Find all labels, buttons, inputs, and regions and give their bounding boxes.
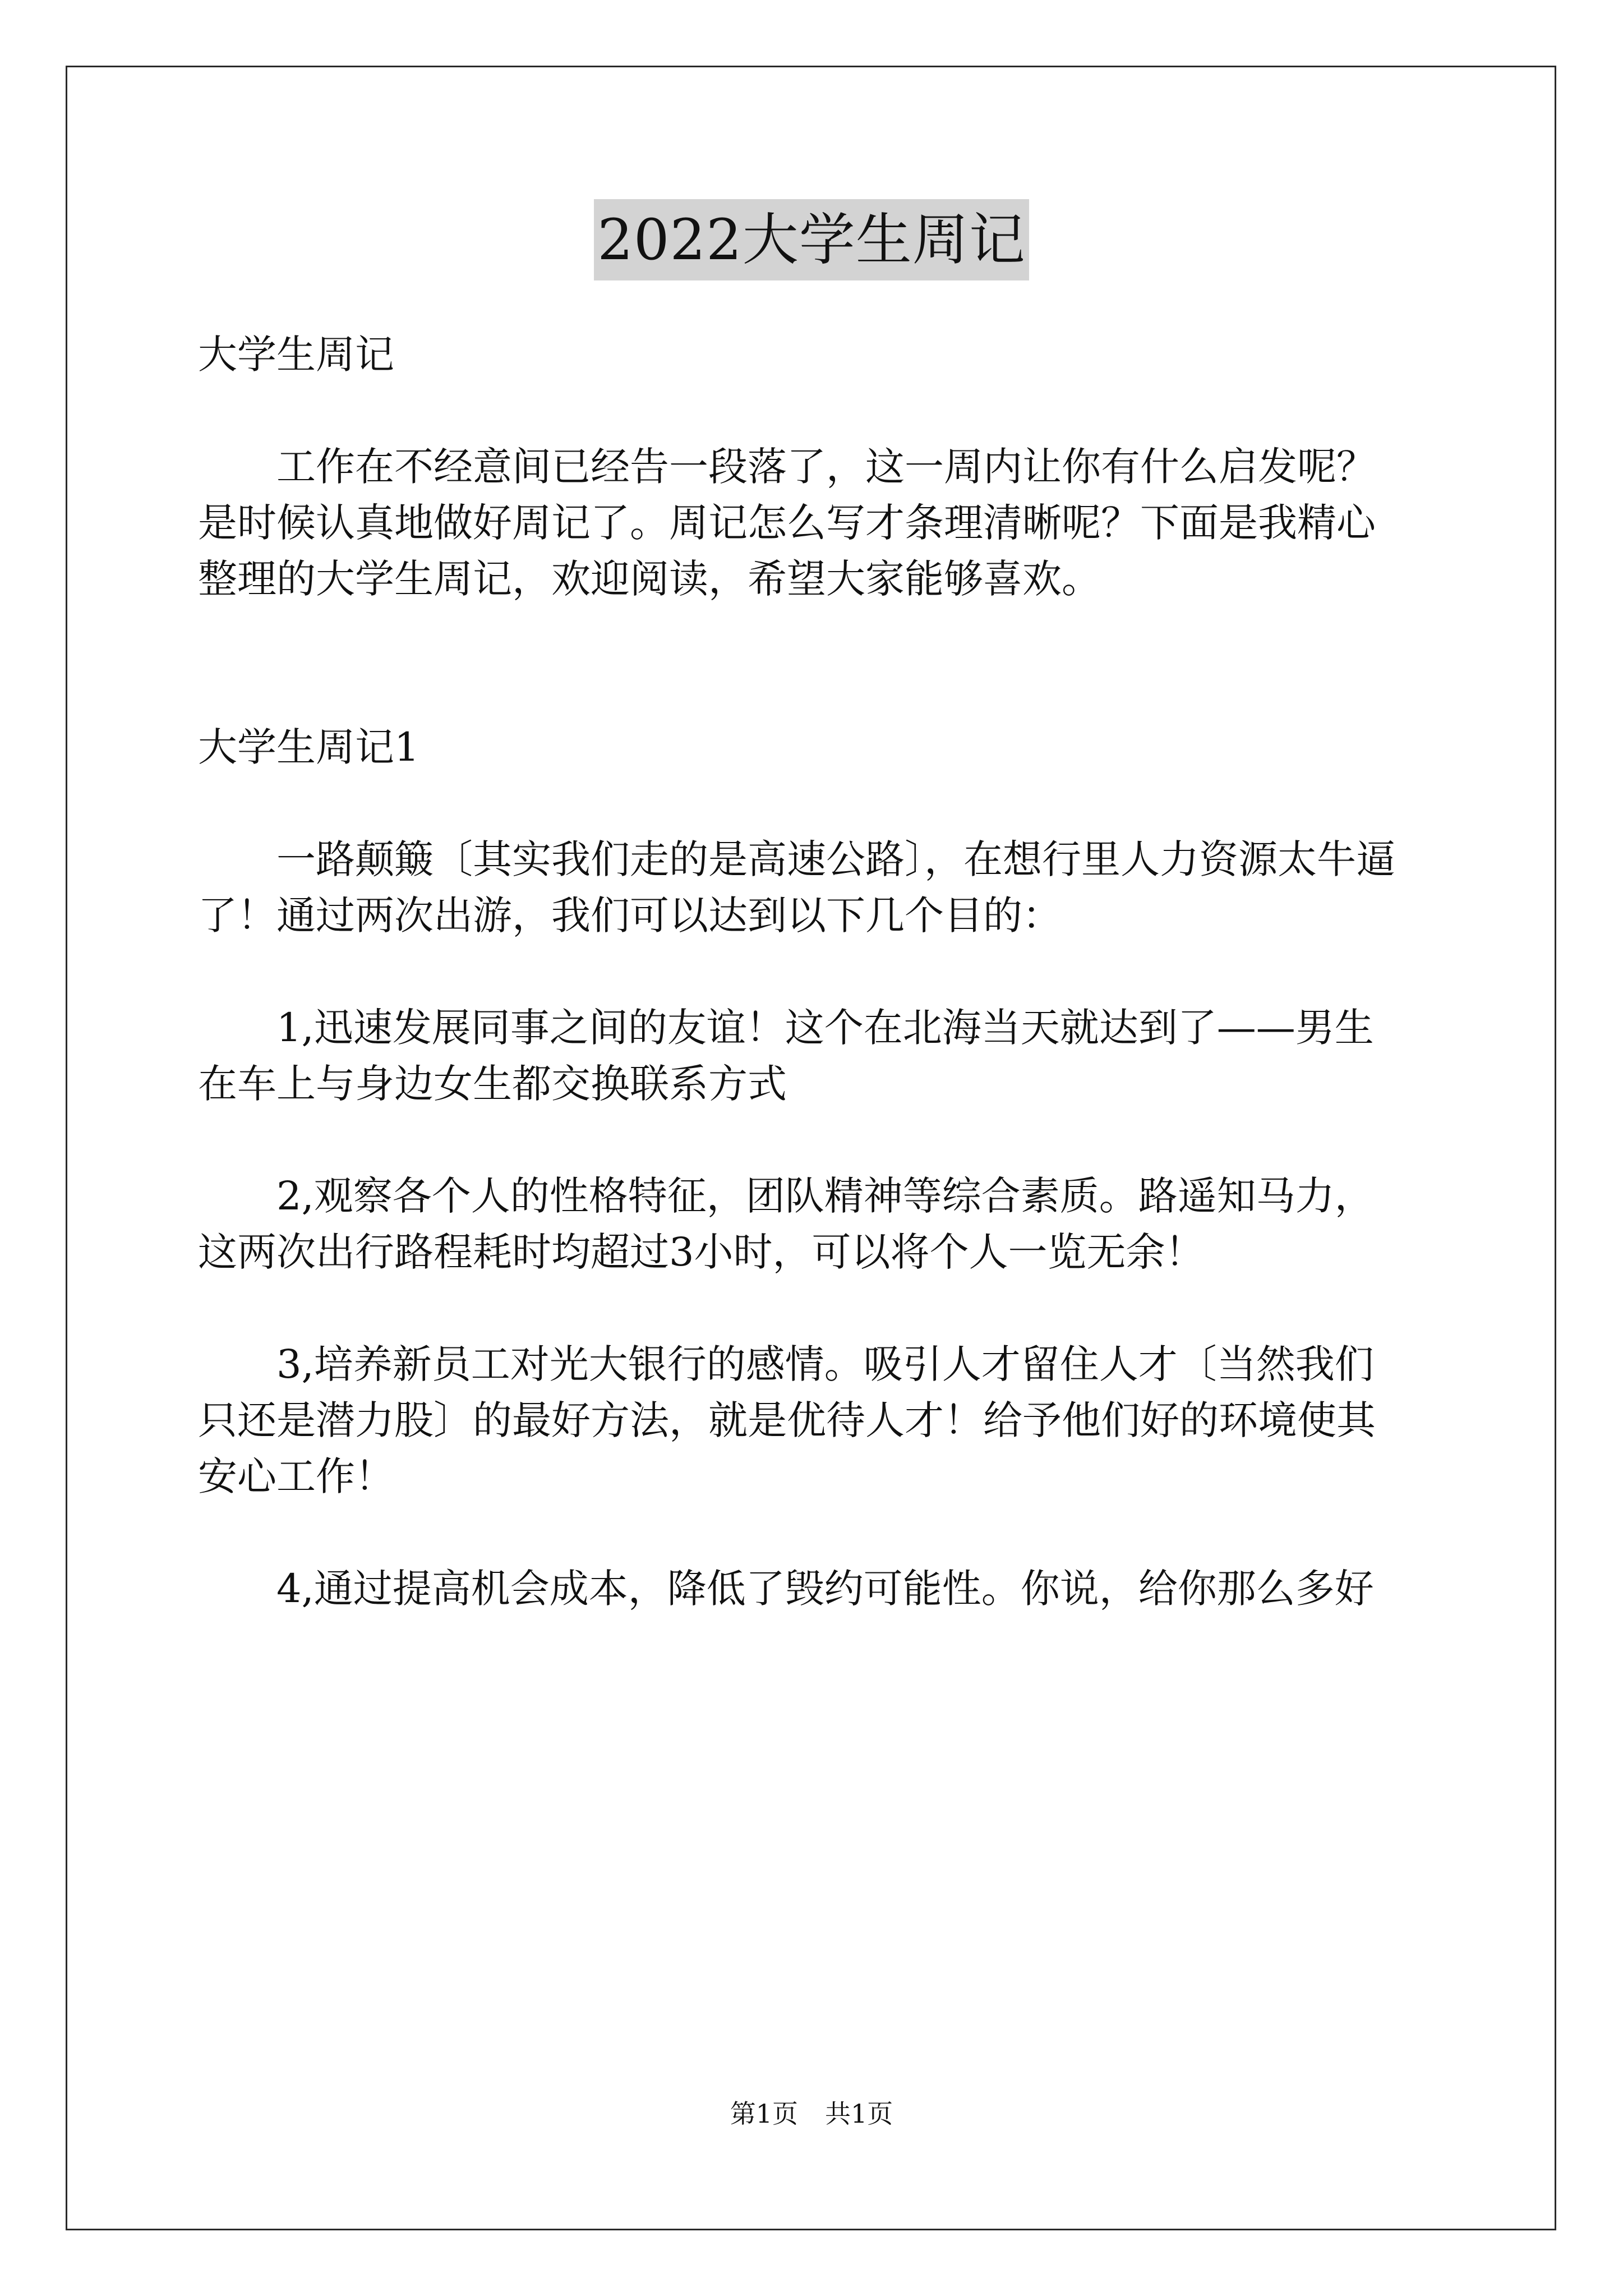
body-paragraph: [198, 1561, 1438, 1617]
paragraph-line: 只还是潜力股〕的最好方法，就是优待人才！给予他们好的环境使其: [198, 1397, 1376, 1443]
body-paragraph: [198, 831, 1438, 944]
document-body: [198, 326, 1438, 1673]
page-number-total: 共1页: [825, 2099, 893, 2129]
intro-line: 工作在不经意间已经告一段落了，这一周内让你有什么启发呢？: [276, 444, 1376, 490]
intro-line: 是时候认真地做好周记了。周记怎么写才条理清晰呢？下面是我精心: [198, 500, 1376, 546]
page-footer: [0, 2097, 1623, 2131]
paragraph-line: 4,通过提高机会成本，降低了毁约可能性。你说，给你那么多好: [276, 1566, 1374, 1612]
paragraph-line: 了！通过两次出游，我们可以达到以下几个目的：: [198, 892, 1062, 938]
paragraph-line: 2,观察各个人的性格特征，团队精神等综合素质。路遥知马力，: [276, 1173, 1374, 1219]
title-container: [0, 199, 1623, 280]
document-heading: 大学生周记: [198, 332, 394, 378]
paragraph-line: 1,迅速发展同事之间的友谊！这个在北海当天就达到了——男生: [276, 1005, 1374, 1051]
paragraph-line: 安心工作！: [198, 1453, 394, 1499]
body-paragraph: [198, 1168, 1438, 1280]
paragraph-line: 在车上与身边女生都交换联系方式: [198, 1061, 787, 1107]
body-paragraph: [198, 1336, 1438, 1504]
paragraph-line: 这两次出行路程耗时均超过3小时，可以将个人一览无余！: [198, 1229, 1205, 1275]
intro-line: 整理的大学生周记，欢迎阅读，希望大家能够喜欢。: [198, 556, 1101, 602]
body-paragraph: [198, 1000, 1438, 1112]
intro-paragraph: [198, 439, 1438, 607]
section-heading: 大学生周记1: [198, 724, 419, 770]
paragraph-line: 3,培养新员工对光大银行的感情。吸引人才留住人才〔当然我们: [276, 1341, 1374, 1387]
page-number-current: 第1页: [730, 2099, 798, 2129]
document-title: 2022大学生周记: [594, 199, 1029, 280]
paragraph-line: 一路颠簸〔其实我们走的是高速公路〕，在想行里人力资源太牛逼: [276, 836, 1395, 882]
